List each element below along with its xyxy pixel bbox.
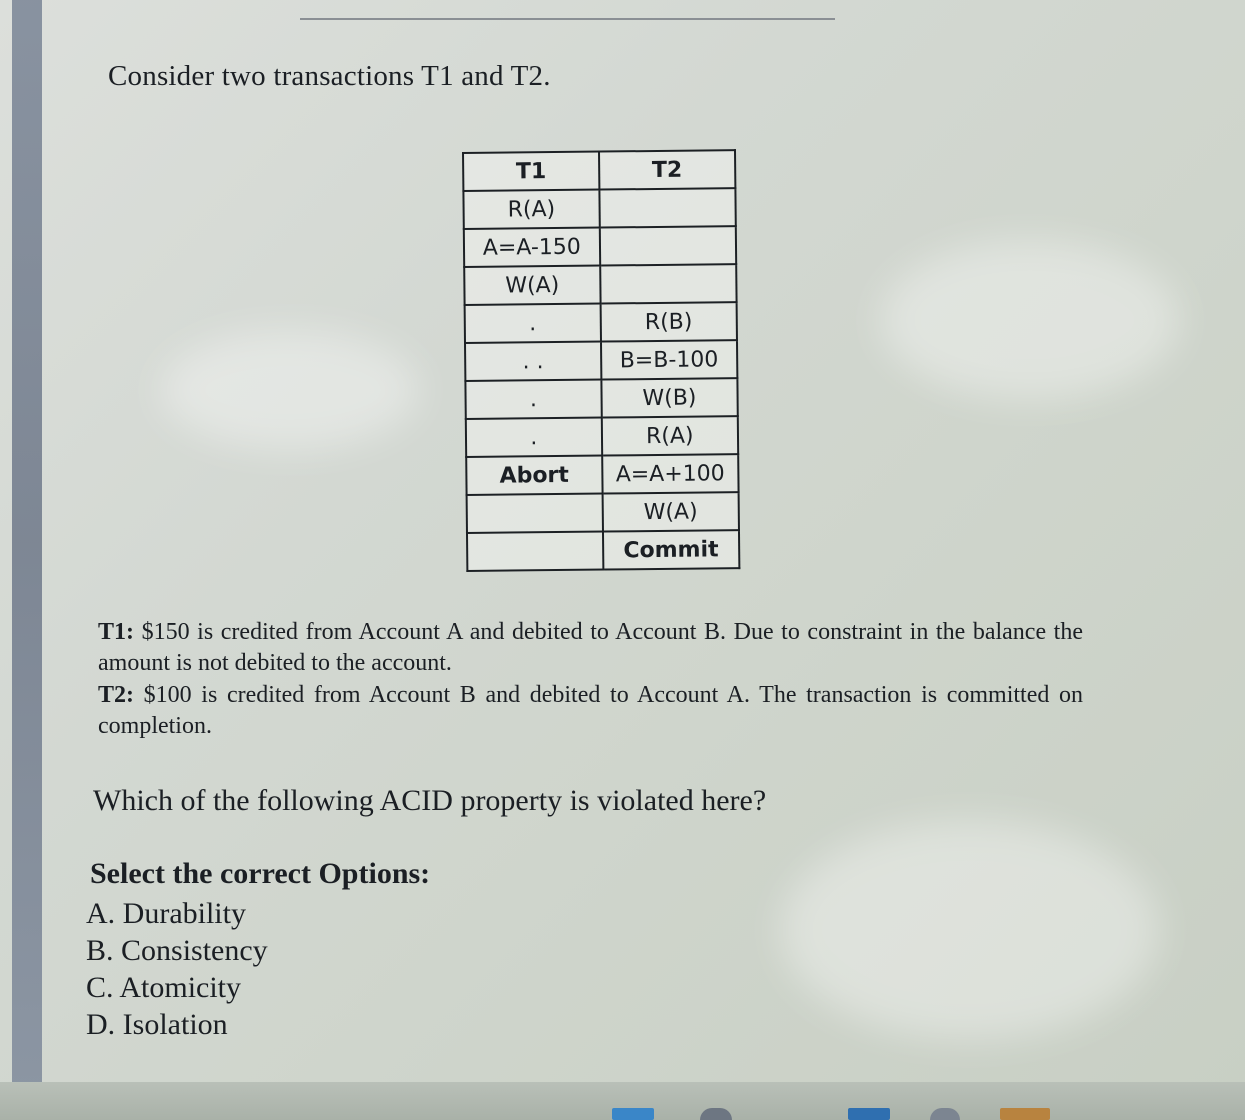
t2-cell (600, 264, 737, 303)
t2-cell: R(A) (601, 416, 738, 455)
t2-cell: B=B-100 (601, 340, 738, 379)
t1-label: T1: (98, 619, 134, 645)
schedule-table (462, 149, 740, 572)
t2-cell: A=A+100 (602, 454, 739, 493)
table-row (466, 416, 738, 457)
select-heading: Select the correct Options: (90, 857, 431, 890)
taskbar-app-icon (930, 1108, 960, 1120)
t2-cell: W(A) (602, 492, 739, 531)
t1-cell: A=A-150 (464, 228, 600, 267)
question-text: Which of the following ACID property is violated here? (93, 784, 767, 817)
t1-cell: . . (465, 342, 601, 381)
screen-glare (160, 330, 420, 450)
taskbar-app-icon (848, 1108, 890, 1120)
table-row (465, 302, 737, 343)
t1-cell: W(A) (464, 266, 600, 305)
taskbar-app-icon (1000, 1108, 1050, 1120)
t1-text: $150 is credited from Account A and debited to Account B. Due to constraint in the balance the amount is not debited to the account. (98, 619, 1084, 676)
options-list (86, 895, 268, 1043)
table-header-row (463, 150, 735, 191)
option-c[interactable]: C. Atomicity (86, 971, 242, 1004)
table-row (466, 454, 738, 495)
top-divider (300, 18, 835, 20)
table-row (465, 378, 737, 419)
t2-text: $100 is credited from Account B and debited to Account A. The transaction is committed on completion. (98, 682, 1084, 739)
table-row (467, 492, 739, 533)
table-row (467, 530, 739, 571)
t2-cell (599, 188, 736, 227)
t2-commit-cell: Commit (603, 530, 740, 569)
option-a[interactable]: A. Durability (86, 897, 246, 930)
table-row (465, 340, 737, 381)
screen-glare (880, 240, 1180, 400)
intro-text: Consider two transactions T1 and T2. (108, 60, 551, 92)
t2-cell: W(B) (601, 378, 738, 417)
t1-cell: . (465, 380, 601, 419)
t1-cell: . (465, 304, 601, 343)
option-d[interactable]: D. Isolation (86, 1008, 228, 1041)
table-row (464, 264, 736, 305)
t1-abort-cell: Abort (466, 456, 602, 495)
taskbar-app-icon (612, 1108, 654, 1120)
table-row (464, 226, 736, 267)
option-b[interactable]: B. Consistency (86, 934, 268, 967)
header-t2: T2 (599, 150, 736, 189)
t1-cell (467, 532, 603, 571)
t1-cell: R(A) (463, 190, 599, 229)
t2-label: T2: (98, 682, 134, 708)
screen-glare (780, 820, 1160, 1040)
t1-cell: . (466, 418, 602, 457)
t1-cell (467, 494, 603, 533)
screen-bezel (12, 0, 42, 1085)
t2-description (98, 680, 1083, 742)
header-t1: T1 (463, 152, 599, 191)
t2-cell (599, 226, 736, 265)
table-row (463, 188, 735, 229)
t1-description (98, 617, 1083, 679)
taskbar-app-icon (700, 1108, 732, 1120)
t2-cell: R(B) (600, 302, 737, 341)
